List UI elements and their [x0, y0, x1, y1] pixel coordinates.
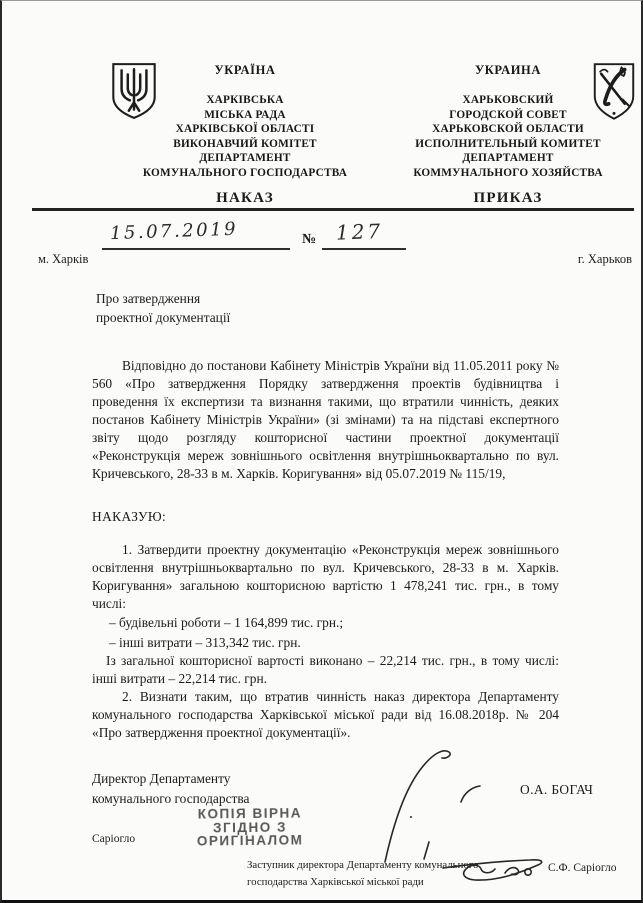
order-body [92, 357, 559, 742]
org-line-ru: ХАРЬКОВСКИЙ [462, 94, 554, 106]
preamble-paragraph: Відповідно до постанови Кабінету Міністрів України від 11.05.2011 року № 560 «Про затвердження Порядку затвердження проектів будівництва і проведення їх експертизи та визнання такими, що втратили чинність, деяких постанов Кабінету Міністрів України» (зі змінами) та на підставі експертного звіту щодо розгляду кошторисної частини проектної документації «Реконструкція мереж зовнішнього освітлення внутрішньоквартально по вул. Кричевського, 28-33 в м. Харків. Коригування» від 05.07.2019 № 115/19, [92, 358, 559, 481]
org-line-uk: МІСЬКА РАДА [204, 108, 286, 121]
number-field [322, 220, 406, 250]
country-name-ru: УКРАИНА [475, 63, 541, 77]
copy-certification-stamp [184, 806, 316, 848]
order-word: НАКАЗУЮ: [92, 509, 167, 524]
country-name-uk: УКРАЇНА [214, 63, 276, 77]
order-item-1: 1. Затвердити проектну документацію «Реконструкція мереж зовнішнього освітлення внутрішньоквартально по вул. Кричевського, 28-33 в м. Харків. Коригування» загальною кошторисною вартістю 1 478,241 тис. грн., в тому числі: [92, 542, 559, 611]
header-russian [392, 63, 624, 180]
subject-line: Про затвердження [96, 291, 201, 306]
deputy-title-line: господарства Харківської міської ради [247, 876, 424, 888]
clerk-name: Саріогло [92, 833, 136, 845]
handwritten-date: 15.07.2019 [109, 218, 239, 245]
city-kharkov-ru: г. Харьков [577, 252, 632, 266]
org-line-uk: ХАРКІВСЬКОЇ ОБЛАСТІ [175, 123, 315, 135]
cost-bullet-other: – інші витрати – 313,342 тис. грн. [109, 634, 301, 650]
doc-type-prikaz: ПРИКАЗ [473, 190, 543, 206]
deputy-title [247, 857, 497, 891]
handwritten-number: 127 [335, 218, 384, 245]
header-divider [32, 208, 634, 211]
deputy-title-line: Заступник директора Департаменту комунального [247, 859, 479, 871]
order-item-2: 2. Визнати таким, що втратив чинність наказ директора Департаменту комунального господарства Харківської міської ради від 16.08.2018р. № 204 «Про затвердження проектної документації». [92, 689, 559, 740]
subject-block [96, 289, 230, 327]
header-ukrainian [120, 63, 370, 180]
completed-cost-note: Із загальної кошторисної вартості виконано – 22,214 тис. грн., в тому числі: інші витрати – 22,214 тис. грн. [92, 653, 559, 686]
subject-line: проектної документації [96, 310, 231, 325]
org-line-ru: КОММУНАЛЬНОГО ХОЗЯЙСТВА [413, 166, 603, 179]
stamp-line: ОРИГІНАЛОМ [196, 832, 304, 849]
date-field [102, 218, 290, 250]
number-sign: № [302, 232, 317, 247]
org-line-ru: ИСПОЛНИТЕЛЬНЫЙ КОМИТЕТ [415, 137, 601, 150]
org-line-uk: КОМУНАЛЬНОГО ГОСПОДАРСТВА [142, 166, 348, 179]
stamp-line: ЗГІДНО З [212, 819, 288, 835]
org-line-uk: ДЕПАРТАМЕНТ [199, 152, 291, 164]
director-title-line: Директор Департаменту [92, 771, 231, 786]
director-title-line: комунального господарства [92, 791, 250, 806]
deputy-name: С.Ф. Саріогло [548, 862, 617, 874]
org-line-uk: ВИКОНАВЧИЙ КОМІТЕТ [173, 137, 317, 150]
stamp-line: КОПІЯ ВІРНА [197, 805, 303, 822]
cost-bullet-construction: – будівельні роботи – 1 164,899 тис. грн.; [109, 615, 344, 630]
director-title [92, 769, 249, 809]
org-line-ru: ХАРЬКОВСКОЙ ОБЛАСТИ [432, 123, 584, 135]
city-kharkiv-uk: м. Харків [38, 252, 89, 266]
doc-type-nakaz: НАКАЗ [216, 190, 274, 206]
director-name: О.А. БОГАЧ [520, 782, 594, 797]
org-line-ru: ГОРОДСКОЙ СОВЕТ [449, 108, 567, 121]
org-line-ru: ДЕПАРТАМЕНТ [462, 152, 554, 164]
org-line-uk: ХАРКІВСЬКА [206, 94, 284, 106]
